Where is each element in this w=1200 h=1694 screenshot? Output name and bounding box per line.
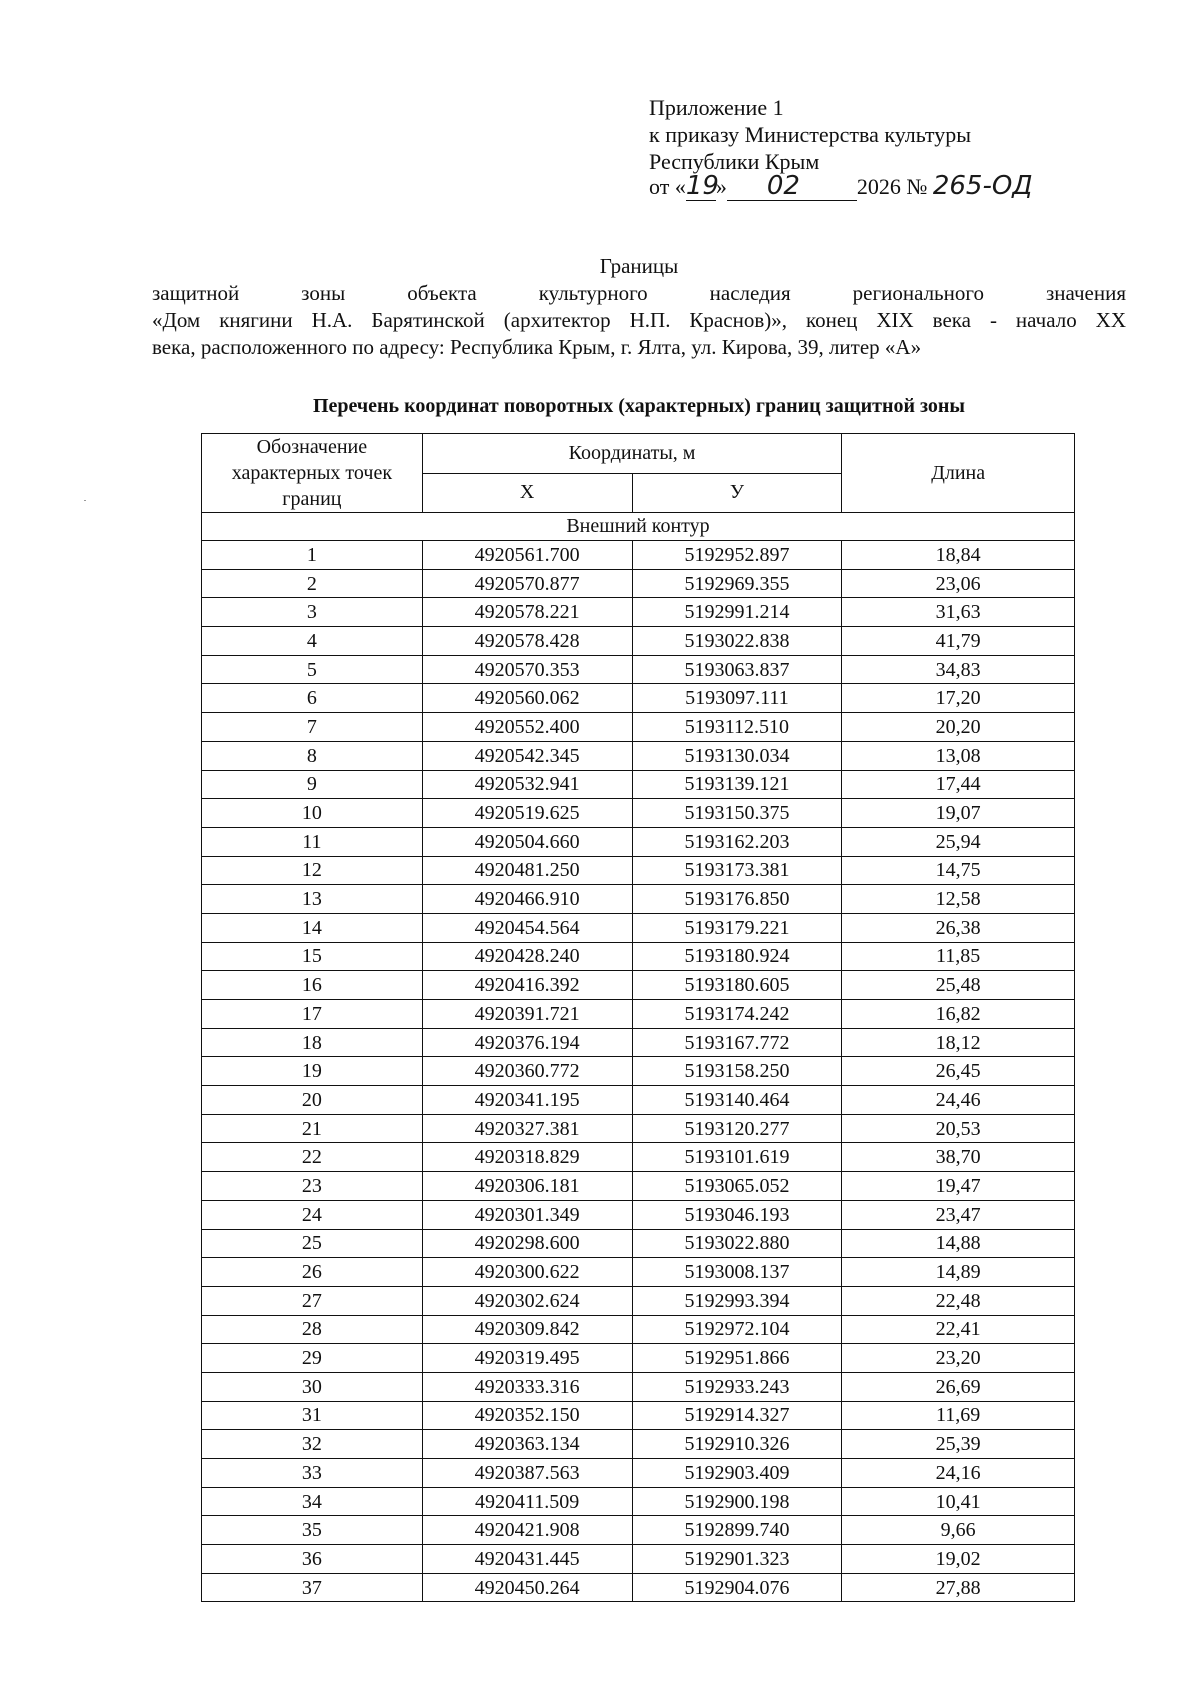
document-title [152, 253, 1126, 361]
coordinates-table [201, 433, 1075, 1602]
table-row [202, 1229, 1075, 1258]
table-row [202, 885, 1075, 914]
cell-y: 5192969.355 [632, 569, 842, 598]
cell-n: 19 [202, 1057, 423, 1086]
cell-y: 5193180.605 [632, 971, 842, 1000]
cell-y: 5193150.375 [632, 799, 842, 828]
cell-x: 4920504.660 [422, 827, 632, 856]
scan-speck [84, 500, 86, 501]
table-row [202, 598, 1075, 627]
cell-n: 23 [202, 1172, 423, 1201]
cell-n: 20 [202, 1086, 423, 1115]
header-x: X [422, 473, 632, 513]
table-row [202, 1401, 1075, 1430]
cell-y: 5192951.866 [632, 1344, 842, 1373]
cell-x: 4920298.600 [422, 1229, 632, 1258]
title-line-1: защитной зоны объекта культурного наследия регионального значения [152, 281, 1126, 305]
cell-x: 4920391.721 [422, 1000, 632, 1029]
cell-n: 24 [202, 1200, 423, 1229]
cell-len: 38,70 [842, 1143, 1075, 1172]
cell-n: 7 [202, 713, 423, 742]
cell-y: 5193101.619 [632, 1143, 842, 1172]
cell-len: 25,39 [842, 1430, 1075, 1459]
table-row [202, 1143, 1075, 1172]
cell-n: 15 [202, 942, 423, 971]
table-row [202, 1545, 1075, 1574]
table-row [202, 971, 1075, 1000]
table-row [202, 1057, 1075, 1086]
date-prefix: от « [649, 174, 686, 199]
cell-n: 17 [202, 1000, 423, 1029]
cell-n: 37 [202, 1573, 423, 1602]
table-row [202, 1430, 1075, 1459]
cell-y: 5193065.052 [632, 1172, 842, 1201]
cell-x: 4920360.772 [422, 1057, 632, 1086]
table-row [202, 1516, 1075, 1545]
cell-x: 4920578.428 [422, 627, 632, 656]
appendix-block [649, 94, 1033, 201]
table-row [202, 827, 1075, 856]
cell-y: 5192972.104 [632, 1315, 842, 1344]
cell-n: 28 [202, 1315, 423, 1344]
cell-n: 11 [202, 827, 423, 856]
cell-len: 11,69 [842, 1401, 1075, 1430]
date-year: 2026 № [856, 174, 928, 199]
cell-len: 20,53 [842, 1114, 1075, 1143]
table-row [202, 856, 1075, 885]
list-heading: Перечень координат поворотных (характерных) границ защитной зоны [312, 395, 966, 417]
cell-y: 5192904.076 [632, 1573, 842, 1602]
table-row [202, 713, 1075, 742]
cell-y: 5193179.221 [632, 913, 842, 942]
cell-y: 5193158.250 [632, 1057, 842, 1086]
handwritten-order-number: 265-ОД [932, 171, 1033, 201]
cell-len: 26,45 [842, 1057, 1075, 1086]
cell-n: 29 [202, 1344, 423, 1373]
cell-y: 5192903.409 [632, 1459, 842, 1488]
cell-len: 41,79 [842, 627, 1075, 656]
table-row [202, 569, 1075, 598]
table-row [202, 627, 1075, 656]
cell-n: 36 [202, 1545, 423, 1574]
cell-len: 23,47 [842, 1200, 1075, 1229]
title-line-2: «Дом княгини Н.А. Барятинской (архитектор Н.П. Краснов)», конец XIX века - начало XX [152, 308, 1126, 332]
cell-n: 12 [202, 856, 423, 885]
cell-y: 5193112.510 [632, 713, 842, 742]
appendix-republic: Республики Крым [649, 149, 820, 174]
cell-n: 10 [202, 799, 423, 828]
cell-x: 4920352.150 [422, 1401, 632, 1430]
table-row [202, 942, 1075, 971]
cell-y: 5193120.277 [632, 1114, 842, 1143]
order-date-line [649, 173, 1033, 201]
cell-n: 8 [202, 741, 423, 770]
appendix-title: Приложение 1 [649, 95, 784, 120]
cell-x: 4920532.941 [422, 770, 632, 799]
cell-n: 14 [202, 913, 423, 942]
cell-x: 4920428.240 [422, 942, 632, 971]
cell-n: 26 [202, 1258, 423, 1287]
cell-x: 4920519.625 [422, 799, 632, 828]
table-row [202, 741, 1075, 770]
cell-y: 5192900.198 [632, 1487, 842, 1516]
cell-y: 5193140.464 [632, 1086, 842, 1115]
cell-len: 22,41 [842, 1315, 1075, 1344]
table-row [202, 1114, 1075, 1143]
cell-x: 4920431.445 [422, 1545, 632, 1574]
cell-len: 24,46 [842, 1086, 1075, 1115]
cell-n: 31 [202, 1401, 423, 1430]
table-row [202, 1286, 1075, 1315]
cell-y: 5193046.193 [632, 1200, 842, 1229]
cell-x: 4920411.509 [422, 1487, 632, 1516]
cell-x: 4920450.264 [422, 1573, 632, 1602]
cell-len: 25,94 [842, 827, 1075, 856]
cell-y: 5193130.034 [632, 741, 842, 770]
cell-n: 6 [202, 684, 423, 713]
cell-len: 20,20 [842, 713, 1075, 742]
cell-len: 26,69 [842, 1372, 1075, 1401]
handwritten-day: 19 [685, 171, 719, 201]
cell-y: 5192991.214 [632, 598, 842, 627]
header-y: У [632, 473, 842, 513]
cell-n: 33 [202, 1459, 423, 1488]
cell-y: 5193139.121 [632, 770, 842, 799]
cell-n: 16 [202, 971, 423, 1000]
table-row [202, 1086, 1075, 1115]
cell-len: 12,58 [842, 885, 1075, 914]
cell-x: 4920570.353 [422, 655, 632, 684]
cell-y: 5193008.137 [632, 1258, 842, 1287]
cell-x: 4920318.829 [422, 1143, 632, 1172]
cell-x: 4920327.381 [422, 1114, 632, 1143]
cell-x: 4920319.495 [422, 1344, 632, 1373]
cell-x: 4920421.908 [422, 1516, 632, 1545]
cell-y: 5193167.772 [632, 1028, 842, 1057]
cell-x: 4920578.221 [422, 598, 632, 627]
cell-x: 4920454.564 [422, 913, 632, 942]
cell-len: 19,47 [842, 1172, 1075, 1201]
cell-y: 5192993.394 [632, 1286, 842, 1315]
date-mid: » [715, 174, 727, 199]
cell-y: 5192933.243 [632, 1372, 842, 1401]
cell-len: 23,20 [842, 1344, 1075, 1373]
table-row [202, 1172, 1075, 1201]
cell-y: 5192901.323 [632, 1545, 842, 1574]
cell-len: 25,48 [842, 971, 1075, 1000]
cell-len: 31,63 [842, 598, 1075, 627]
cell-len: 10,41 [842, 1487, 1075, 1516]
cell-x: 4920416.392 [422, 971, 632, 1000]
cell-y: 5193063.837 [632, 655, 842, 684]
cell-x: 4920466.910 [422, 885, 632, 914]
cell-x: 4920570.877 [422, 569, 632, 598]
cell-len: 17,44 [842, 770, 1075, 799]
cell-y: 5193180.924 [632, 942, 842, 971]
cell-x: 4920302.624 [422, 1286, 632, 1315]
cell-x: 4920560.062 [422, 684, 632, 713]
header-length: Длина [842, 434, 1075, 513]
cell-n: 13 [202, 885, 423, 914]
cell-len: 24,16 [842, 1459, 1075, 1488]
cell-y: 5192914.327 [632, 1401, 842, 1430]
cell-x: 4920552.400 [422, 713, 632, 742]
cell-x: 4920306.181 [422, 1172, 632, 1201]
cell-len: 26,38 [842, 913, 1075, 942]
table-row [202, 1028, 1075, 1057]
cell-len: 11,85 [842, 942, 1075, 971]
table-row [202, 1000, 1075, 1029]
cell-n: 4 [202, 627, 423, 656]
cell-n: 21 [202, 1114, 423, 1143]
cell-len: 18,84 [842, 541, 1075, 570]
cell-len: 17,20 [842, 684, 1075, 713]
cell-n: 18 [202, 1028, 423, 1057]
cell-n: 3 [202, 598, 423, 627]
cell-y: 5193097.111 [632, 684, 842, 713]
cell-len: 9,66 [842, 1516, 1075, 1545]
cell-len: 23,06 [842, 569, 1075, 598]
cell-n: 30 [202, 1372, 423, 1401]
cell-y: 5193173.381 [632, 856, 842, 885]
section-outer-contour: Внешний контур [202, 513, 1075, 541]
title-line-3: века, расположенного по адресу: Республика Крым, г. Ялта, ул. Кирова, 39, литер «А» [152, 335, 922, 359]
cell-len: 22,48 [842, 1286, 1075, 1315]
cell-y: 5193022.838 [632, 627, 842, 656]
table-row [202, 913, 1075, 942]
cell-len: 13,08 [842, 741, 1075, 770]
cell-y: 5193162.203 [632, 827, 842, 856]
handwritten-month: 02 [766, 171, 800, 201]
table-row [202, 1315, 1075, 1344]
cell-y: 5192952.897 [632, 541, 842, 570]
cell-x: 4920363.134 [422, 1430, 632, 1459]
cell-y: 5193174.242 [632, 1000, 842, 1029]
cell-len: 19,02 [842, 1545, 1075, 1574]
cell-x: 4920301.349 [422, 1200, 632, 1229]
cell-n: 35 [202, 1516, 423, 1545]
table-row [202, 799, 1075, 828]
cell-x: 4920561.700 [422, 541, 632, 570]
table-row [202, 1573, 1075, 1602]
table-row [202, 1200, 1075, 1229]
cell-len: 14,75 [842, 856, 1075, 885]
header-designation: Обозначение характерных точек границ [202, 434, 423, 513]
table-row [202, 655, 1075, 684]
cell-n: 22 [202, 1143, 423, 1172]
cell-x: 4920300.622 [422, 1258, 632, 1287]
cell-y: 5193176.850 [632, 885, 842, 914]
cell-len: 14,88 [842, 1229, 1075, 1258]
cell-n: 25 [202, 1229, 423, 1258]
table-row [202, 1459, 1075, 1488]
cell-x: 4920542.345 [422, 741, 632, 770]
header-coordinates: Координаты, м [422, 434, 842, 474]
table-row [202, 541, 1075, 570]
cell-n: 9 [202, 770, 423, 799]
cell-n: 5 [202, 655, 423, 684]
cell-len: 34,83 [842, 655, 1075, 684]
cell-x: 4920376.194 [422, 1028, 632, 1057]
cell-len: 27,88 [842, 1573, 1075, 1602]
cell-x: 4920387.563 [422, 1459, 632, 1488]
table-row [202, 770, 1075, 799]
cell-x: 4920481.250 [422, 856, 632, 885]
cell-y: 5192910.326 [632, 1430, 842, 1459]
cell-x: 4920341.195 [422, 1086, 632, 1115]
cell-len: 18,12 [842, 1028, 1075, 1057]
table-row [202, 1487, 1075, 1516]
cell-len: 19,07 [842, 799, 1075, 828]
cell-n: 32 [202, 1430, 423, 1459]
table-row [202, 1372, 1075, 1401]
cell-n: 27 [202, 1286, 423, 1315]
title-heading: Границы [599, 254, 679, 278]
cell-y: 5193022.880 [632, 1229, 842, 1258]
cell-y: 5192899.740 [632, 1516, 842, 1545]
cell-n: 2 [202, 569, 423, 598]
cell-x: 4920333.316 [422, 1372, 632, 1401]
appendix-order-ref: к приказу Министерства культуры [649, 122, 972, 147]
table-row [202, 1258, 1075, 1287]
cell-len: 14,89 [842, 1258, 1075, 1287]
cell-n: 34 [202, 1487, 423, 1516]
cell-x: 4920309.842 [422, 1315, 632, 1344]
table-row [202, 1344, 1075, 1373]
table-row [202, 684, 1075, 713]
cell-len: 16,82 [842, 1000, 1075, 1029]
cell-n: 1 [202, 541, 423, 570]
